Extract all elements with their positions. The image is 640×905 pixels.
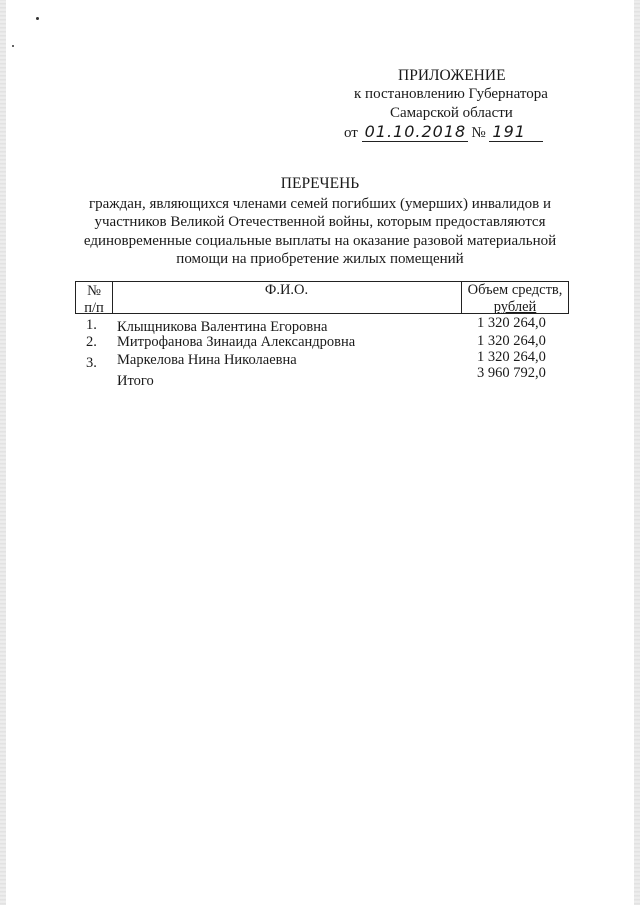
scan-edge-left	[0, 0, 6, 905]
handwritten-number: 191	[489, 123, 543, 142]
row-name: Митрофанова Зинаида Александровна	[117, 334, 356, 350]
appendix-title: ПРИЛОЖЕНИЕ	[398, 67, 506, 84]
total-label: Итого	[117, 373, 154, 389]
table-row	[80, 317, 570, 333]
header-num-line1: №	[87, 283, 101, 299]
heading-line-3: единовременные социальные выплаты на оказание разовой материальной	[83, 232, 557, 249]
row-amount: 1 320 264,0	[477, 315, 546, 331]
header-amount-line1: Объем средств,	[467, 282, 563, 298]
appendix-decree-line: к постановлению Губернатора	[354, 86, 548, 102]
date-prefix: от	[344, 125, 358, 141]
header-amount-line2: рублей	[493, 299, 537, 315]
header-num	[76, 283, 112, 317]
header-fio: Ф.И.О.	[264, 282, 309, 298]
table-row	[80, 334, 570, 350]
row-name: Маркелова Нина Николаевна	[117, 352, 297, 368]
header-num-line2: п/п	[84, 300, 104, 316]
row-number: 1.	[86, 317, 97, 333]
row-amount: 1 320 264,0	[477, 349, 546, 365]
table-total-row	[80, 365, 570, 389]
heading-line-2: участников Великой Отечественной войны, которым предоставляются	[94, 214, 546, 230]
heading-line-1: граждан, являющихся членами семей погибших (умерших) инвалидов и	[88, 195, 552, 212]
heading-line-4: помощи на приобретение жилых помещений	[176, 251, 464, 267]
appendix-block	[330, 66, 580, 143]
scan-speck	[36, 17, 39, 20]
row-amount: 1 320 264,0	[477, 333, 546, 349]
handwritten-date: 01.10.2018	[362, 123, 468, 142]
scan-speck	[12, 45, 14, 47]
header-amount	[461, 282, 569, 316]
table-header	[75, 281, 569, 314]
row-number: 2.	[86, 334, 97, 350]
appendix-date-line	[344, 123, 580, 143]
list-heading	[70, 175, 570, 269]
scan-edge-right	[634, 0, 640, 905]
number-prefix: №	[471, 125, 486, 141]
total-amount: 3 960 792,0	[477, 365, 546, 381]
heading-title: ПЕРЕЧЕНЬ	[280, 175, 360, 192]
row-name: Клыщникова Валентина Егоровна	[117, 319, 328, 335]
row-number: 3.	[86, 355, 97, 371]
appendix-region-line: Самарской области	[390, 105, 513, 121]
